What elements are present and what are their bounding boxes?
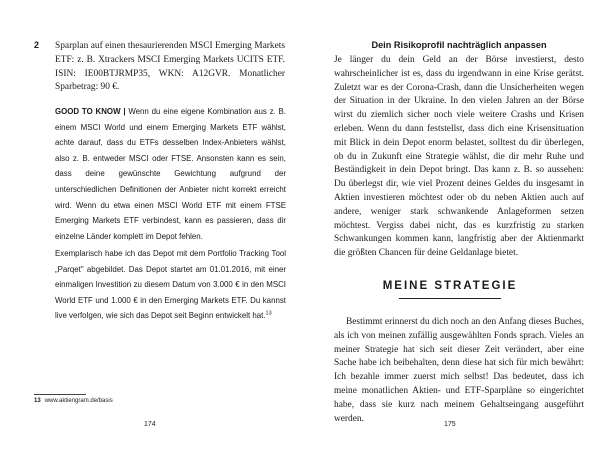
right-page (300, 0, 600, 452)
heading-underline (399, 298, 501, 299)
good-to-know-text: Wenn du eine eigene Kombination aus z. B. einem MSCI World und einem Emerging Markets ETF wählst, achte darauf, dass du ETFs desselben Index-Anbieters wählst, also z. B. entweder MSCI oder FTSE. Ansonsten kann es sein, dass deine gewünschte Gewichtung aufgrund der unterschiedlichen Definitionen der Anbieter nicht korrekt erreicht wird. Wenn du etwa einen MSCI World ETF mit einem FTSE Emerging Markets ETF verbindest, kann es passieren, dass dir einzelne Länder komplett im Depot fehlen. (55, 107, 286, 241)
footnote (34, 398, 113, 404)
list-item-text: Sparplan auf einen thesaurierenden MSCI Emerging Markets ETF: z. B. Xtrackers MSCI Emerging Markets UCITS ETF. ISIN: IE00BTJRMP35, WKN: A12GVR. Monatlicher Sparbetrag: 90 €. (55, 41, 285, 93)
page-number-right: 175 (444, 421, 456, 428)
footnote-divider (34, 394, 86, 395)
page-number-left: 174 (144, 421, 156, 428)
example-text: Exemplarisch habe ich das Depot mit dem Portfolio Tracking Tool „Parqet" abgebildet. Das Depot startet am 01.01.2016, mit einer einmaligen Investition zu diesem Datum von 3.000 € in den MSCI World ETF und 1.000 € in den Emerging Markets ETF. Du kannst live verfolgen, wie sich das Depot seit Beginn entwickelt hat. (55, 249, 286, 321)
footnote-number: 13 (34, 398, 41, 404)
footnote-reference: 13 (265, 310, 272, 317)
example-paragraph (55, 246, 286, 324)
body-paragraph-1: Je länger du dein Geld an der Börse investierst, desto wahrscheinlicher ist es, dass du irgendwann in eine Krise gerätst. Zuletzt war es der Corona-Crash, dann die Unsicherheiten wegen der Situation in der Ukraine. In den vielen Jahren an der Börse wirst du ziemlich sicher noch viele weitere Crashs und Krisen erleben. Wenn du dann feststellst, dass dich eine Krisensituation mit Blick in dein Depot enorm belastet, solltest du dir überlegen, ob du in Zukunft eine Strategie wählst, die dir mehr Ruhe und Beständigkeit in dein Depot bringt. Das kann z. B. so aussehen: Du überlegst dir, wie viel Prozent deines Geldes du insgesamt in Aktien investieren möchtest oder ob du neben Aktien auch auf andere, weniger stark schwankende Anlageformen setzen möchtest. Vergiss dabei nicht, das es kurzfristig zu starken Schwankungen kommen kann, langfristig aber der Aktienmarkt die größten Chancen für deine Geldanlage bietet. (334, 55, 584, 259)
chapter-heading: MEINE STRATEGIE (382, 280, 518, 292)
section-heading: Dein Risikoprofil nachträglich anpassen (371, 40, 547, 50)
list-item-number: 2 (34, 40, 40, 50)
footnote-text: www.aktiengram.de/basis (44, 398, 113, 404)
good-to-know-box (55, 104, 286, 244)
good-to-know-label: GOOD TO KNOW | (55, 107, 126, 116)
body-paragraph-2: Bestimmt erinnerst du dich noch an den Anfang dieses Buches, als ich von meinen zufällig ausgewählten Fonds sprach. Vieles an meiner Strategie hat sich seit dieser Zeit verändert, aber eine Sache habe ich beibehalten, denn diese hat sich für mich bewährt: Ich bezahle immer zuerst mich selbst! Das bedeutet, dass ich meine monatlichen Aktien- und ETF-Sparpläne so eingerichtet habe, dass sie kurz nach meinem Gehaltseingang ausgeführt werden. (334, 317, 584, 424)
